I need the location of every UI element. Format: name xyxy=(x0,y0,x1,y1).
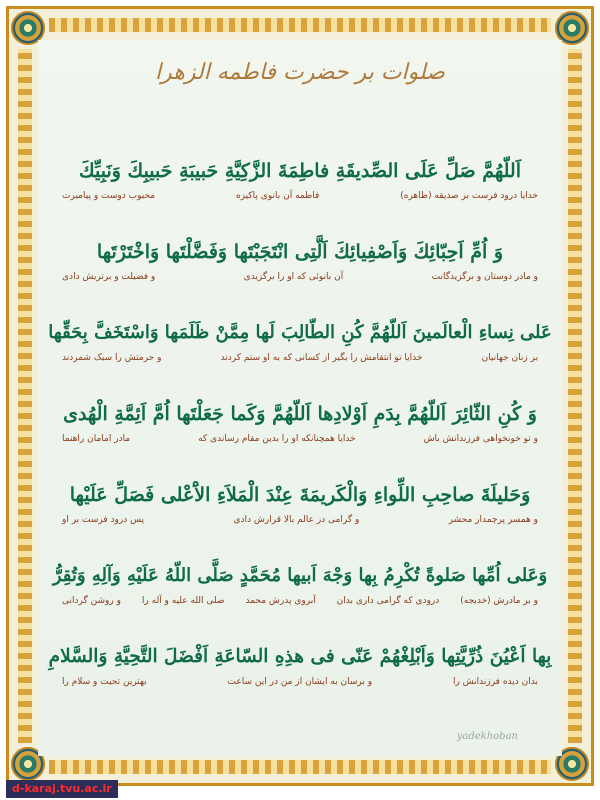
arabic-verse-line: وَ اُمِّ اَحِبّائِكَ وَاَصْفِیائِكَ اَلَّتِی انْتَجَبْتَها وَفَضَّلْتَها وَاخْتَرْتَها xyxy=(96,241,504,263)
persian-translation-phrase: خدایا تو انتقامش را بگیر از کسانی که به او ستم کردند xyxy=(220,353,423,363)
persian-translation-row xyxy=(48,673,552,691)
page-title: صلوات بر حضرت فاطمه الزهرا xyxy=(155,60,445,85)
persian-translation-phrase: آبروی پدرش محمد xyxy=(245,596,316,606)
persian-translation-phrase: درودی که گرامی داری بدان xyxy=(336,596,440,606)
persian-translation-phrase: و برسان به ایشان از من در این ساعت xyxy=(227,677,373,687)
border-strip-right xyxy=(568,49,582,743)
verse-block xyxy=(48,398,552,448)
persian-translation-row xyxy=(48,349,552,367)
persian-translation-row xyxy=(48,592,552,610)
persian-translation-phrase: پس درود فرست بر او xyxy=(62,515,145,525)
watermark: yadekhoban xyxy=(456,731,518,742)
arabic-verse-line: عَلی نِساءِ الْعالَمینَ اَللّهُمَّ كُنِ الطّالِبَ لَها مِمَّنْ ظَلَمَها وَاسْتَخَفَّ بِحَقِّها xyxy=(48,322,552,343)
border-strip-left xyxy=(18,49,32,743)
persian-translation-row xyxy=(48,430,552,448)
persian-translation-phrase: بدان دیده فرزندانش را xyxy=(452,677,538,687)
arabic-verse-line: وَحَلیلَةَ صاحِبِ اللِّواءِ وَالْكَریمَةَ عِنْدَ الْمَلاَءِ الاَْعْلی فَصَلِّ عَلَیْها xyxy=(69,484,531,506)
persian-translation-phrase: آن بانوئی که او را برگزیدی xyxy=(243,272,344,282)
border-strip-bottom xyxy=(49,760,551,774)
persian-translation-phrase: و روشن گردانی xyxy=(62,596,121,606)
persian-translation-row xyxy=(48,187,552,205)
persian-translation-phrase: و بر مادرش (خدیجه) xyxy=(460,596,538,606)
persian-translation-phrase: و فضیلت و برتریش دادی xyxy=(62,272,156,282)
persian-translation-phrase: محبوب دوست و پیامبرت xyxy=(62,191,156,201)
verse-block xyxy=(48,155,552,205)
persian-translation-phrase: خدایا درود فرست بر صدیقه (طاهره) xyxy=(400,191,538,201)
verse-block xyxy=(48,236,552,286)
persian-translation-phrase: و همسر پرچمدار محشر xyxy=(448,515,538,525)
persian-translation-phrase: و مادر دوستان و برگزیدگانت xyxy=(431,272,538,282)
persian-translation-phrase: و گرامی در عالم بالا قرارش دادی xyxy=(233,515,360,525)
verse-block xyxy=(48,317,552,367)
persian-translation-phrase: خدایا همچنانکه او را بدین مقام رساندی که xyxy=(198,434,356,444)
persian-translation-phrase: و حرمتش را سبک شمردند xyxy=(62,353,162,363)
persian-translation-phrase: و تو خونخواهی فرزندانش باش xyxy=(423,434,538,444)
verse-block xyxy=(48,560,552,610)
arabic-verse-line: اَللّهُمَّ صَلِّ عَلَى الصِّدیقَةِ فاطِمَةَ الزَّكِیَّةِ حَبیبَةِ حَبیبِكَ وَنَبِیِّكَ xyxy=(79,160,521,182)
persian-translation-phrase: بهترین تحیت و سلام را xyxy=(62,677,147,687)
arabic-verse-line: بِها اَعْیُنَ ذُرِّیَّتِها وَاَبْلِغْهُمْ عَنّی فی هذِهِ السّاعَةِ اَفْضَلَ التَّحِیَّةِ وَالسَّلامِ xyxy=(48,646,552,667)
persian-translation-phrase: صلی الله علیه و آله را xyxy=(141,596,225,606)
persian-translation-row xyxy=(48,268,552,286)
persian-translation-row xyxy=(48,511,552,529)
border-strip-top xyxy=(49,18,551,32)
persian-translation-phrase: مادر امامان راهنما xyxy=(62,434,131,444)
arabic-verse-line: وَ كُنِ الثّائِرَ اَللّهُمَّ بِدَمِ اَوْلادِها اَللّهُمَّ وَكَما جَعَلْتَها اُمَّ اَئِمَّةِ الْهُدی xyxy=(63,403,537,425)
site-link[interactable]: d-karaj.tvu.ac.ir xyxy=(6,780,118,798)
prayer-panel xyxy=(38,40,562,756)
verse-block xyxy=(48,479,552,529)
persian-translation-phrase: بر زنان جهانیان xyxy=(481,353,538,363)
persian-translation-phrase: فاطمه آن بانوی پاکیزه xyxy=(236,191,320,201)
arabic-verse-line: وَعَلی اُمِّها صَلوةً تُكْرِمُ بِها وَجْهَ اَبیها مُحَمَّدٍ صَلَّی اللّهُ عَلَیْهِ وَآلِهِ وَتُقِرُّ xyxy=(52,565,548,586)
verse-block xyxy=(48,641,552,691)
